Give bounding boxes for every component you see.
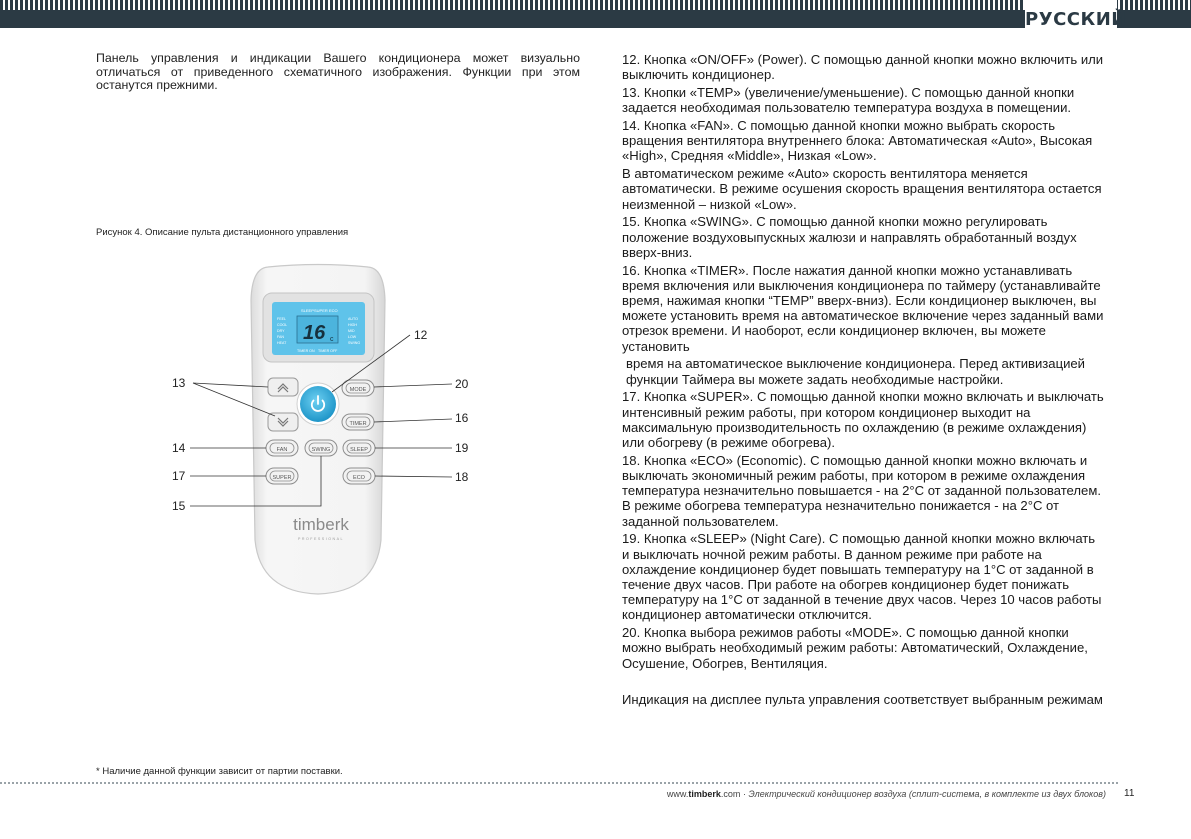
mode-button-label: MODE [349, 386, 367, 393]
footer: www.timberk.com · Электрический кондиционер воздуха (сплит-система, в комплекте из двух блоков) [666, 789, 1106, 799]
lcd-timer-off: TIMER OFF [318, 349, 338, 353]
desc-mode: 20. Кнопка выбора режимов работы «MODE». С помощью данной кнопки можно выбрать необходимый режим работы: Автоматический, Охлаждение, Осушение, Обогрев, Вентиляция. [622, 625, 1088, 671]
lcd-mode-cool: COOL [277, 323, 288, 327]
figure-caption: Рисунок 4. Описание пульта дистанционного управления [96, 227, 349, 238]
sleep-button-label: SLEEP [350, 446, 368, 453]
callout-12: 12 [414, 328, 428, 342]
callout-18: 18 [455, 470, 469, 484]
callout-16: 16 [455, 411, 469, 425]
fan-button-label: FAN [276, 446, 288, 453]
timer-button-label: TIMER [349, 420, 367, 427]
power-button[interactable] [297, 383, 339, 425]
desc-timer-cont: время на автоматическое выключение кондиционера. Перед активизацией функции Таймера вы можете задать необходимые настройки. [626, 356, 1085, 387]
intro-paragraph: Панель управления и индикации Вашего кондиционера может визуально отличаться от приведенного схематичного изображения. Функции при этом останутся прежними. [96, 51, 580, 92]
lcd-top-eco: ECO [329, 308, 338, 313]
lcd-mode-heat: HEAT [277, 341, 287, 345]
eco-button-label: ECO [353, 474, 365, 481]
desc-sleep: 19. Кнопка «SLEEP» (Night Care). С помощью данной кнопки можно включать и выключать ночной режим работы. В данном режиме при работе на охлаждение кондиционер будет повышать температуру на 1°С от заданной в течение двух часов. При работе на обогрев кондиционер будет понижать температуру на 1°С от заданной в течение двух часов. Через 10 часов работы кондиционер автоматически отключится. [622, 531, 1102, 623]
footer-url[interactable]: www.timberk.com [666, 789, 741, 799]
desc-fan: 14. Кнопка «FAN». С помощью данной кнопки можно выбрать скорость вращения вентилятора внутреннего блока: Автоматическая «Auto», Высокая «High», Средняя «Middle», Низкая «Low». [622, 118, 1093, 164]
temp-up-button[interactable] [268, 378, 298, 396]
swing-button[interactable] [305, 440, 337, 456]
lcd-mode-low: LOW [348, 335, 357, 339]
callout-15: 15 [172, 499, 186, 513]
footer-tagline: Электрический кондиционер воздуха (сплит-система, в комплекте из двух блоков) [748, 789, 1106, 799]
desc-power: 12. Кнопка «ON/OFF» (Power). С помощью данной кнопки можно включить или выключить кондиционер. [622, 52, 1104, 83]
super-button[interactable] [266, 468, 298, 484]
callout-19: 19 [455, 441, 469, 455]
lcd-timer-on: TIMER ON [297, 349, 315, 353]
callout-14: 14 [172, 441, 186, 455]
desc-temp: 13. Кнопки «TEMP» (увеличение/уменьшение). С помощью данной кнопки задается необходимая пользователю температура воздуха в помещении. [622, 85, 1075, 116]
callout-20: 20 [455, 377, 469, 391]
language-label: РУССКИЙ [1025, 0, 1117, 32]
fan-button[interactable] [266, 440, 298, 456]
desc-eco: 18. Кнопка «ECO» (Economic). С помощью данной кнопки можно включать и выключать экономичный режим работы, при котором в режиме охлаждения температура незначительно повышается - на 2°С от заданной пользователем. В режиме обогрева температура незначительно понижается - на 2°С от заданной пользователем. [622, 452, 1101, 529]
desc-super: 17. Кнопка «SUPER». С помощью данной кнопки можно включать и выключать интенсивный режим работы, при котором кондиционер выходит на максимальную производительность по охлаждению (в режиме охлаждения) или обогреву (в режиме обогрева). [622, 389, 1104, 451]
callout-13: 13 [172, 376, 186, 390]
footnote: * Наличие данной функции зависит от партии поставки. [96, 766, 343, 777]
brand-subtitle: PROFESSIONAL [298, 537, 344, 541]
lcd-temperature: 16 [303, 322, 326, 344]
desc-timer: 16. Кнопка «TIMER». После нажатия данной кнопки можно устанавливать время включения или выключения кондиционера по таймеру (устанавливайте время, нажимая кнопки “TEMP” вверх-вниз). Если кондиционер выключен, вы можете установить время на автоматическое включение через заданный вами отрезок времени. И наоборот, если кондиционер включен, вы можете установить [622, 262, 1104, 354]
swing-button-label: SWING [311, 446, 331, 453]
footer-divider [0, 782, 1118, 784]
temp-down-button[interactable] [268, 413, 298, 431]
lcd-mode-swing: SWING [348, 341, 361, 345]
lcd-top-sleep: SLEEP [301, 308, 314, 313]
lcd-mode-fan: FAN [277, 335, 284, 339]
lcd-top-super: SUPER [314, 308, 328, 313]
lcd-mode-mid: MID [348, 329, 355, 333]
eco-button[interactable] [343, 468, 375, 484]
timer-button[interactable] [342, 414, 374, 430]
remote-control-figure [0, 0, 600, 760]
lcd-mode-feel: FEEL [277, 317, 286, 321]
display-note: Индикация на дисплее пульта управления соответствует выбранным режимам [622, 691, 1103, 707]
page-number: 11 [1124, 788, 1135, 799]
callout-17: 17 [172, 469, 186, 483]
lcd-mode-dry: DRY [277, 329, 285, 333]
mode-button[interactable] [342, 380, 374, 396]
description-column [622, 52, 1104, 710]
lcd-unit: c [330, 336, 334, 343]
sleep-button[interactable] [343, 440, 375, 456]
lcd-mode-auto: AUTO [348, 317, 358, 321]
desc-fan-auto: В автоматическом режиме «Auto» скорость вентилятора меняется автоматически. В режиме осушения скорость вращения вентилятора остается неизменной – низкой «Low». [622, 166, 1102, 212]
desc-swing: 15. Кнопка «SWING». С помощью данной кнопки можно регулировать положение воздуховыпускных жалюзи и направлять обработанный воздух вверх-вниз. [622, 214, 1077, 260]
brand-logo: timberk [293, 515, 349, 534]
lcd-mode-high: HIGH [348, 323, 357, 327]
super-button-label: SUPER [272, 474, 292, 481]
